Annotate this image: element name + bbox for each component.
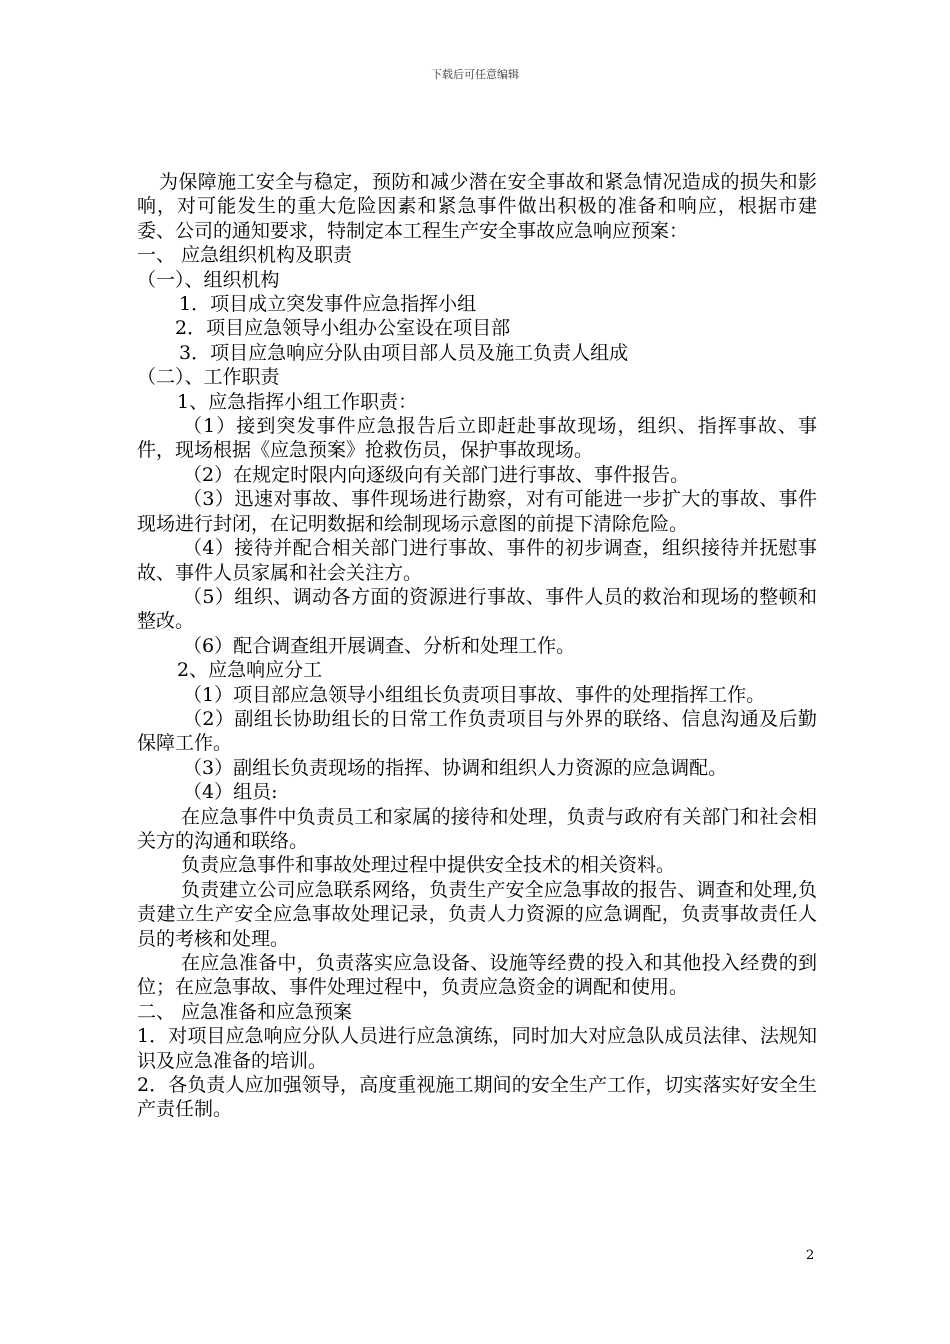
prep-item: 1．对项目应急响应分队人员进行应急演练，同时加大对应急队成员法律、法规知识及应急准备的培训。 [137, 1025, 817, 1072]
member-duty: 在应急事件中负责员工和家属的接待和处理，负责与政府有关部门和社会相关方的沟通和联络。 [137, 805, 817, 852]
document-body [137, 170, 817, 1122]
duty-1-item: （6）配合调查组开展调查、分析和处理工作。 [183, 634, 576, 657]
duty-2-item: （4）组员: [183, 781, 278, 804]
duty-2-item: （2）副组长协助组长的日常工作负责项目与外界的联络、信息沟通及后勤保障工作。 [137, 707, 817, 755]
section-1b-title: （二）、工作职责 [137, 366, 280, 389]
member-duty: 在应急准备中，负责落实应急设备、设施等经费的投入和其他投入经费的到位；在应急事故、事件处理过程中，负责应急资金的调配和使用。 [137, 952, 817, 999]
duty-1-item: （4）接待并配合相关部门进行事故、事件的初步调查，组织接待并抚慰事故、事件人员家属和社会关注方。 [137, 537, 817, 584]
duty-1-title: 1、应急指挥小组工作职责： [177, 390, 418, 413]
section-2-title: 二、 应急准备和应急预案 [137, 1000, 353, 1023]
duty-2-item: （1）项目部应急领导小组组长负责项目事故、事件的处理指挥工作。 [183, 683, 766, 706]
section-1-title: 一、 应急组织机构及职责 [137, 244, 353, 267]
member-duty: 负责建立公司应急联系网络，负责生产安全应急事故的报告、调查和处理,负责建立生产安全应急事故处理记录，负责人力资源的应急调配，负责事故责任人员的考核和处理。 [137, 878, 817, 950]
duty-2-title: 2、应急响应分工 [177, 659, 323, 682]
org-item: 3．项目应急响应分队由项目部人员及施工负责人组成 [179, 341, 629, 364]
org-item: 1．项目成立突发事件应急指挥小组 [179, 293, 477, 316]
intro-paragraph: 为保障施工安全与稳定，预防和减少潜在安全事故和紧急情况造成的损失和影响，对可能发生的重大危险因素和紧急事件做出积极的准备和响应，根据市建委、公司的通知要求，特制定本工程生产安全事故应急响应预案： [137, 171, 817, 242]
duty-1-item: （5）组织、调动各方面的资源进行事故、事件人员的救治和现场的整顿和整改。 [137, 585, 817, 633]
org-item: 2．项目应急领导小组办公室设在项目部 [175, 317, 511, 340]
page-number: 2 [806, 1248, 815, 1263]
section-1a-title: （一）、组织机构 [137, 268, 280, 291]
duty-2-item: （3）副组长负责现场的指挥、协调和组织人力资源的应急调配。 [183, 756, 728, 779]
duty-1-item: （3）迅速对事故、事件现场进行勘察，对有可能进一步扩大的事故、事件现场进行封闭，在记明数据和绘制现场示意图的前提下清除危险。 [137, 488, 817, 535]
member-duty: 负责应急事件和事故处理过程中提供安全技术的相关资料。 [181, 854, 676, 877]
page-header: 下载后可任意编辑 [431, 68, 519, 81]
duty-1-item: （2）在规定时限内向逐级向有关部门进行事故、事件报告。 [183, 463, 690, 486]
prep-item: 2．各负责人应加强领导，高度重视施工期间的安全生产工作，切实落实好安全生产责任制。 [137, 1074, 817, 1121]
duty-1-item: （1）接到突发事件应急报告后立即赶赴事故现场，组织、指挥事故、事件，现场根据《应急预案》抢救伤员，保护事故现场。 [137, 415, 817, 462]
